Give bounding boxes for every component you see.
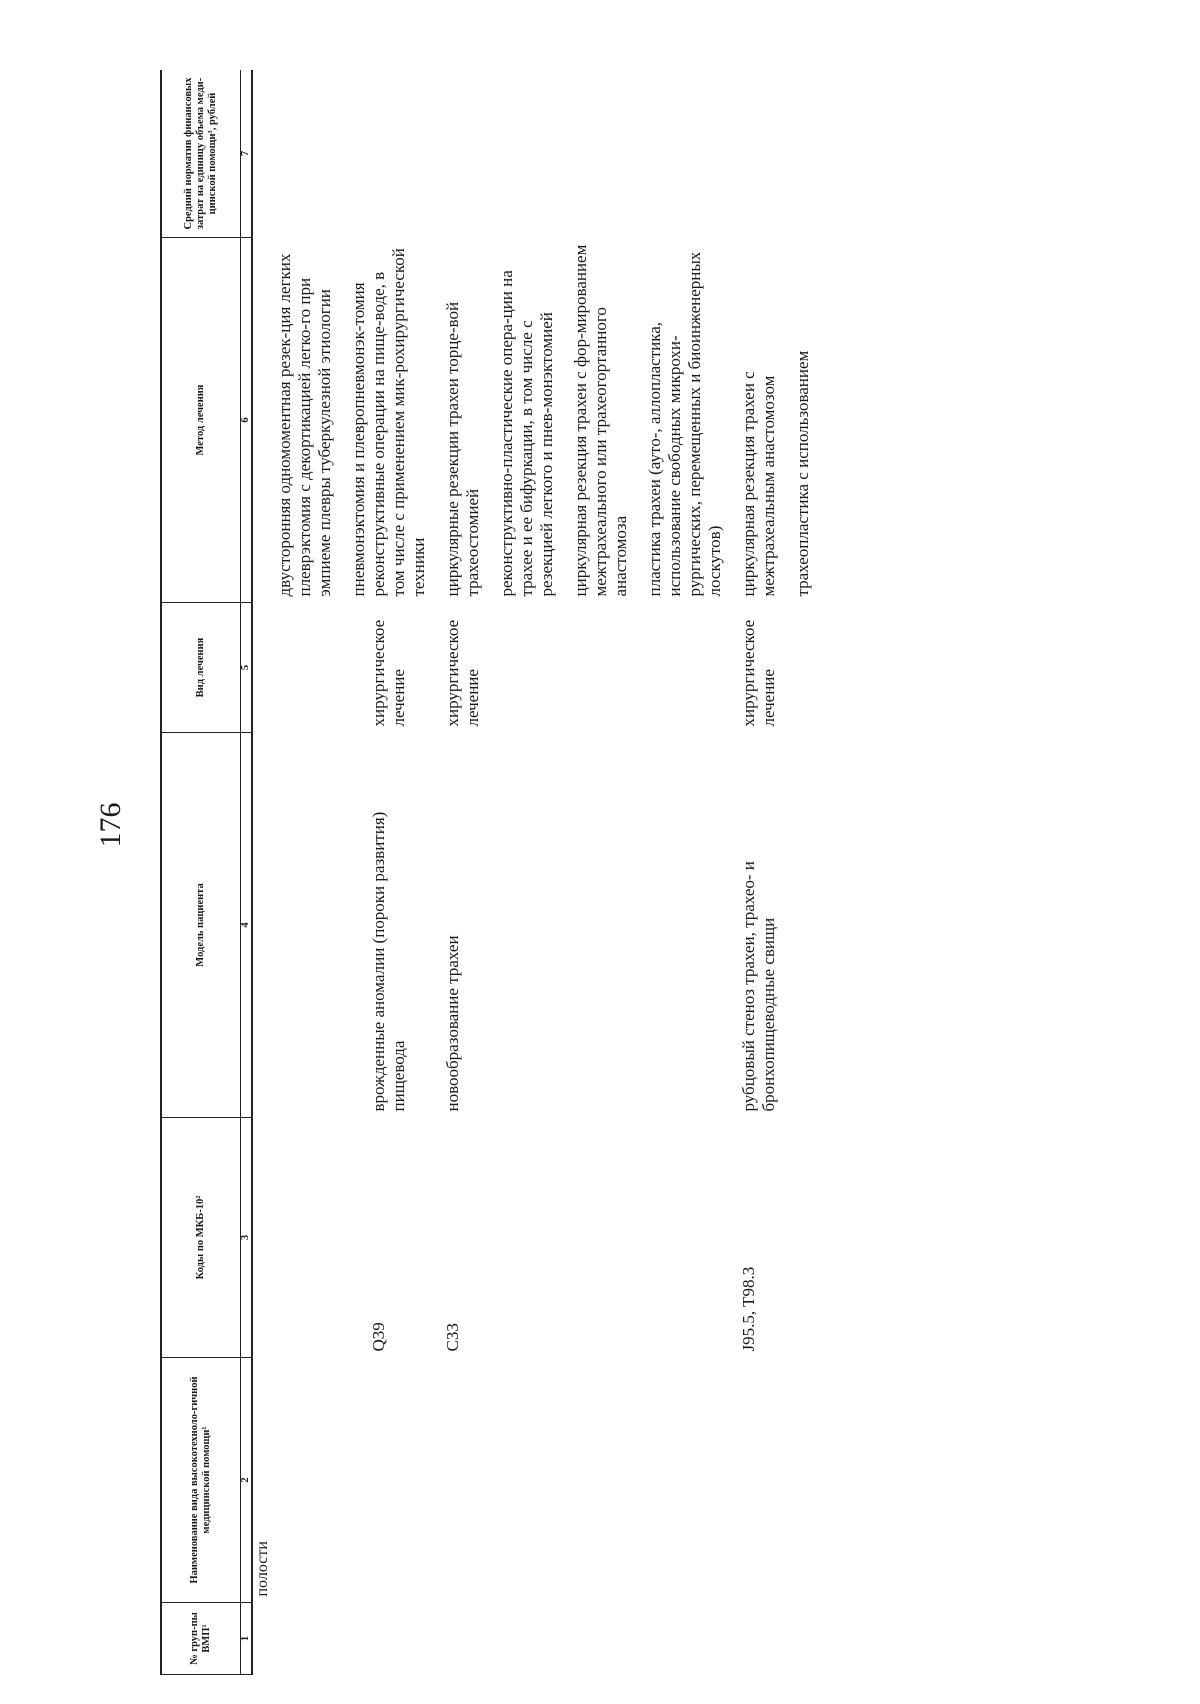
model-cell: врожденные аномалии (пороки развития) пищевода (369, 811, 408, 1112)
header-cell: Средний норматив финансовых затрат на единицу объема меди-цинской помощи³, рублей (161, 70, 241, 238)
table-row (725, 70, 813, 1675)
header-cell: Коды по МКБ-10² (161, 1118, 241, 1358)
method-item: трахеопластика с использованием (793, 350, 812, 597)
column-number: 5 (241, 603, 253, 733)
header-cell: Модель пациента (161, 733, 241, 1118)
codes-cell (252, 1118, 369, 1358)
method-item: двусторонняя одномоментная резек-ция легких (275, 253, 294, 597)
method-cell (429, 238, 725, 603)
table-row (369, 70, 429, 1675)
rotated-table-frame (160, 70, 1190, 1675)
model-cell: рубцовый стеноз трахеи, трахео- и бронхопищеводные свищи (739, 861, 778, 1112)
method-item: реконструктивные операции на пище-воде, в том числе с применением мик-рохирургической техники (369, 248, 428, 597)
cost-cell (252, 70, 369, 238)
group-cell (369, 1603, 429, 1675)
vmp-table (160, 70, 813, 1675)
group-cell (725, 1603, 813, 1675)
codes-cell: Q39 (369, 1322, 388, 1352)
header-cell: № груп-пы ВМП¹ (161, 1603, 241, 1675)
header-row (161, 70, 241, 1675)
method-cell (252, 238, 369, 603)
kind-cell (252, 603, 369, 733)
rotated-content (160, 70, 1190, 1675)
column-number: 7 (241, 70, 253, 238)
group-cell (429, 1603, 725, 1675)
method-item: плеврэктомия с декортикацией легко-го при эмпиеме плевры туберкулезной этиологии (295, 277, 334, 597)
cost-cell (725, 70, 813, 238)
column-number: 2 (241, 1358, 253, 1603)
cost-cell (429, 70, 725, 238)
method-item: циркулярные резекции трахеи торце-вой трахеостомией (443, 301, 482, 597)
group-cell (252, 1603, 369, 1675)
page-number: 176 (94, 802, 127, 848)
table-row (429, 70, 725, 1675)
header-cell: Вид лечения (161, 603, 241, 733)
method-item: циркулярная резекция трахеи с фор-мированием межтрахеального или трахеогортанного анастомоза (571, 244, 630, 597)
cost-cell (369, 70, 429, 238)
codes-cell: C33 (443, 1323, 462, 1352)
name-cell (369, 1358, 429, 1603)
method-cell (369, 238, 429, 603)
column-number: 1 (241, 1603, 253, 1675)
name-cell: полости (254, 1541, 271, 1597)
method-cell (725, 238, 813, 603)
header-cell: Метод лечения (161, 238, 241, 603)
column-number: 6 (241, 238, 253, 603)
method-item: пневмонэктомия и плевропневмонэк-томия (349, 282, 368, 597)
column-number: 3 (241, 1118, 253, 1358)
column-number: 4 (241, 733, 253, 1118)
method-item: реконструктивно-пластические опера-ции на трахее и ее бифуркации, в том числе с резекцией легкого и пнев-монэктомией (497, 270, 556, 597)
method-item: пластика трахеи (ауто-, аллопластика, использование свободных микрохи-рургических, перемещенных и биоинженерных лоскутов) (645, 251, 724, 597)
column-number-row (241, 70, 253, 1675)
kind-cell: хирургическое лечение (369, 619, 408, 727)
name-cell (429, 1358, 725, 1603)
method-item: циркулярная резекция трахеи с межтрахеальным анастомозом (739, 371, 778, 597)
model-cell (252, 733, 369, 1118)
kind-cell: хирургическое лечение (443, 619, 482, 727)
model-cell: новообразование трахеи (443, 935, 462, 1112)
name-cell (725, 1358, 813, 1603)
header-cell: Наименование вида высокотехноло-гичной медицинской помощи¹ (161, 1358, 241, 1603)
codes-cell: J95.5, T98.3 (739, 1266, 758, 1352)
kind-cell: хирургическое лечение (739, 619, 778, 727)
table-row (252, 70, 369, 1675)
